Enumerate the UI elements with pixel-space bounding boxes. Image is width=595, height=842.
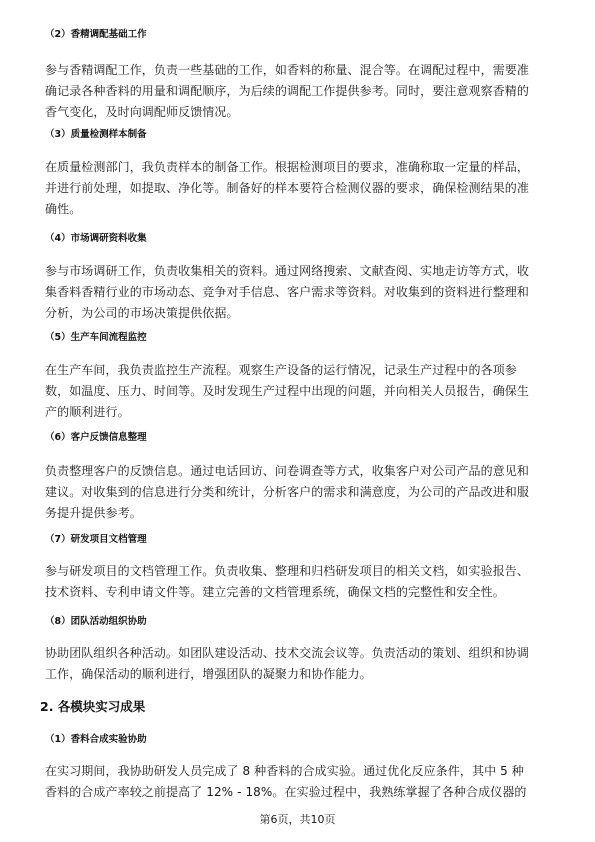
paragraph-line: 产的顺利进行。 — [45, 405, 130, 419]
subsection-heading: （2）香精调配基础工作 — [45, 29, 147, 40]
subsection-heading: （1）香料合成实验协助 — [45, 734, 147, 745]
subsection-heading: （5）生产车间流程监控 — [45, 332, 147, 343]
paragraph — [45, 461, 553, 524]
paragraph — [45, 360, 553, 423]
paragraph-line: 工作，确保活动的顺利进行，增强团队的凝聚力和协作能力。 — [45, 667, 372, 681]
paragraph — [45, 643, 553, 685]
paragraph-line: 务提升提供参考。 — [45, 506, 142, 520]
paragraph — [45, 561, 553, 603]
paragraph-line: 参与研发项目的文档管理工作。负责收集、整理和归档研发项目的相关文档，如实验报告、 — [45, 564, 530, 578]
paragraph-line: 集香料香精行业的市场动态、竞争对手信息、客户需求等资料。对收集到的资料进行整理和 — [45, 285, 530, 299]
paragraph-line: 负责整理客户的反馈信息。通过电话回访、问卷调查等方式，收集客户对公司产品的意见和 — [45, 464, 530, 478]
paragraph-line: 数，如温度、压力、时间等。及时发现生产过程中出现的问题，并向相关人员报告，确保生 — [45, 384, 530, 398]
paragraph-line: 并进行前处理，如提取、净化等。制备好的样本要符合检测仪器的要求，确保检测结果的准 — [45, 181, 530, 195]
paragraph-line: 参与市场调研工作，负责收集相关的资料。通过网络搜索、文献查阅、实地走访等方式，收 — [45, 264, 530, 278]
section-heading: 2. 各模块实习成果 — [40, 699, 146, 714]
paragraph — [45, 761, 553, 803]
subsection-heading: （7）研发项目文档管理 — [45, 534, 147, 545]
paragraph-line: 香料的合成产率较之前提高了 12% - 18%。在实验过程中，我熟练掌握了各种合成仪器的 — [45, 785, 527, 799]
paragraph-line: 确记录各种香料的用量和调配顺序，为后续的调配工作提供参考。同时，要注意观察香精的 — [45, 84, 530, 98]
paragraph-line: 建议。对收集到的信息进行分类和统计，分析客户的需求和满意度，为公司的产品改进和服 — [45, 485, 530, 499]
paragraph-line: 技术资料、专利申请文件等。建立完善的文档管理系统，确保文档的完整性和安全性。 — [45, 585, 505, 599]
paragraph-line: 协助团队组织各种活动。如团队建设活动、技术交流会议等。负责活动的策划、组织和协调 — [45, 646, 530, 660]
subsection-heading: （6）客户反馈信息整理 — [45, 432, 147, 443]
page-number-footer: 第6页，共10页 — [259, 813, 336, 826]
paragraph-line: 香气变化，及时向调配师反馈情况。 — [45, 105, 239, 119]
paragraph — [45, 261, 553, 324]
paragraph-line: 在实习期间，我协助研发人员完成了 8 种香料的合成实验。通过优化反应条件，其中 5 种 — [45, 764, 524, 778]
subsection-heading: （3）质量检测样本制备 — [45, 129, 147, 140]
paragraph-line: 确性。 — [45, 202, 82, 216]
subsection-heading: （8）团队活动组织协助 — [45, 616, 147, 627]
subsection-heading: （4）市场调研资料收集 — [45, 233, 147, 244]
paragraph-line: 分析，为公司的市场决策提供依据。 — [45, 306, 239, 320]
paragraph-line: 在质量检测部门，我负责样本的制备工作。根据检测项目的要求，准确称取一定量的样品， — [45, 160, 530, 174]
paragraph — [45, 157, 553, 220]
paragraph — [45, 60, 553, 123]
paragraph-line: 在生产车间，我负责监控生产流程。观察生产设备的运行情况，记录生产过程中的各项参 — [45, 363, 517, 377]
paragraph-line: 参与香精调配工作，负责一些基础的工作，如香料的称量、混合等。在调配过程中，需要准 — [45, 63, 530, 77]
